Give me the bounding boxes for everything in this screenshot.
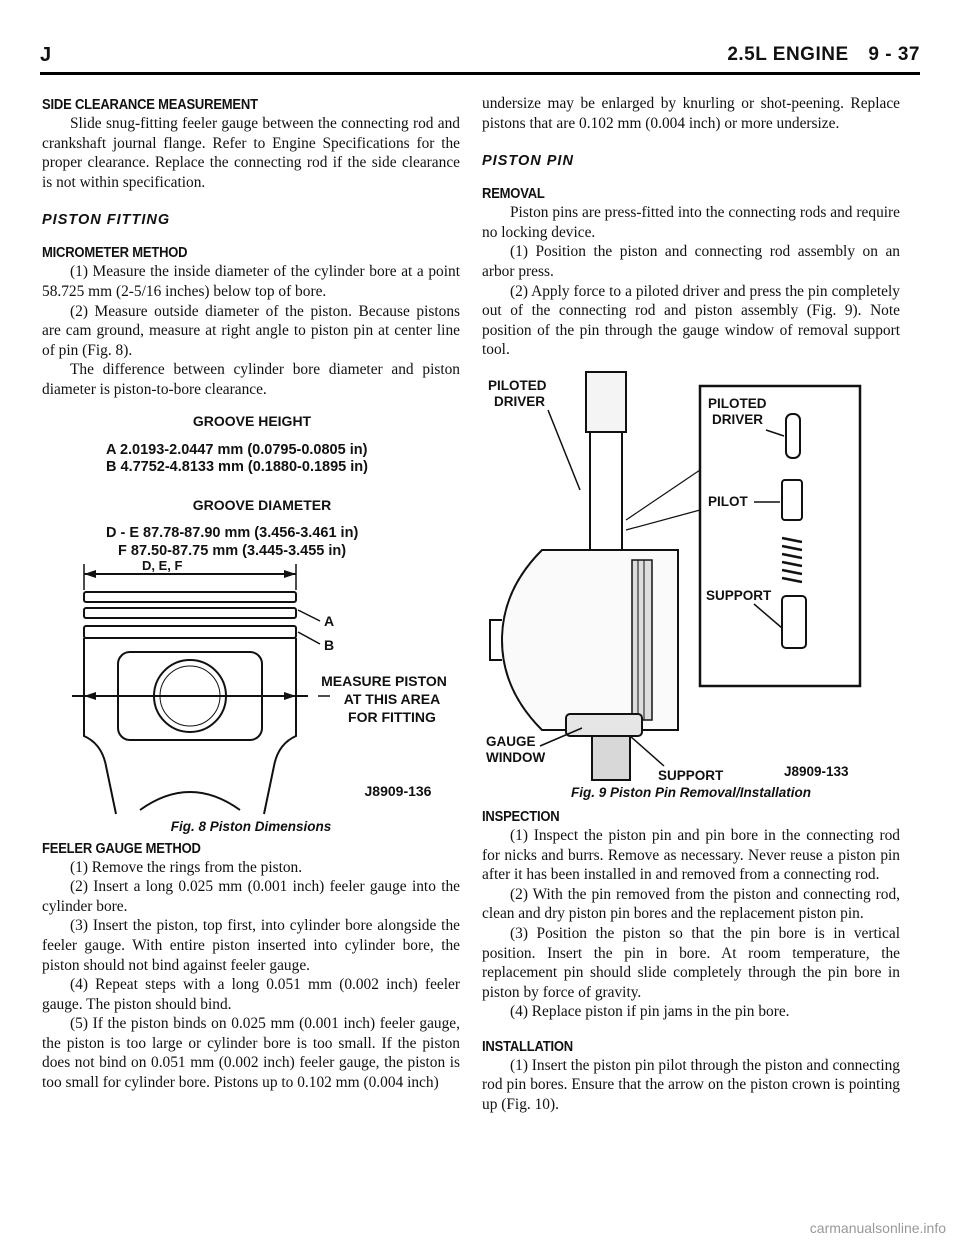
fig8-label-b: B xyxy=(324,636,335,653)
feeler-step-2: (2) Insert a long 0.025 mm (0.001 inch) feeler gauge into the cylinder bore. xyxy=(42,878,460,915)
fig9-inset-piloted-line-1: PILOTED xyxy=(708,395,767,411)
fig8-label-a: A xyxy=(324,612,335,629)
fig8-row-a: A 2.0193-2.0447 mm (0.0795-0.0805 in) xyxy=(106,441,368,458)
inspection-heading: INSPECTION xyxy=(482,807,560,825)
piston-fitting-heading: PISTON FITTING xyxy=(42,212,171,229)
right-column xyxy=(482,94,900,1115)
removal-text-0: Piston pins are press-fitted into the connecting rods and require no locking device. xyxy=(482,204,900,241)
feeler-step-4: (4) Repeat steps with a long 0.051 mm (0.002 inch) feeler gauge. The piston should bind. xyxy=(42,976,460,1013)
figure-9-piston-pin-removal xyxy=(482,370,900,806)
figure-8-piston-dimensions xyxy=(42,413,460,834)
watermark: carmanualsonline.info xyxy=(809,1220,946,1236)
fig9-piston-rings xyxy=(632,560,652,720)
micrometer-heading: MICROMETER METHOD xyxy=(42,243,188,261)
fig9-piloted-driver-line-1: PILOTED xyxy=(488,377,547,393)
fig9-rod-stub xyxy=(490,620,502,660)
fig8-row-f: F 87.50-87.75 mm (3.445-3.455 in) xyxy=(118,542,347,559)
removal-step-2: (2) Apply force to a piloted driver and press the pin completely out of the connecting rod and piston assembly (Fig. 9). Note position of the pin through the gauge window of removal support tool. xyxy=(482,282,900,359)
feeler-heading: FEELER GAUGE METHOD xyxy=(42,838,201,856)
piston-pin-removal-diagram xyxy=(482,370,900,782)
fig8-groove-height-title: GROOVE HEIGHT xyxy=(192,413,312,429)
fig9-inset-pilot xyxy=(782,480,802,520)
fig9-piloted-driver-line-2: DRIVER xyxy=(494,393,546,409)
inspection-step-1: (1) Inspect the piston pin and pin bore in the connecting rod for nicks and burrs. Remove as necessary. Never reuse a piston pin after it has been installed in and removed from a connecting rod. xyxy=(482,826,900,884)
fig9-gauge-line-2: WINDOW xyxy=(486,749,546,765)
left-column xyxy=(42,94,460,1093)
fig9-support-column xyxy=(592,736,630,780)
fig9-support-bottom-label: SUPPORT xyxy=(658,767,724,782)
page-header xyxy=(40,44,920,75)
fig9-inset-driver xyxy=(786,414,800,458)
fig8-ring-land-2 xyxy=(84,608,296,618)
side-clearance-text: Slide snug-fitting feeler gauge between the connecting rod and crankshaft journal flange. Refer to Engine Specifications for the proper clearance. Replace the connecting rod if the side clearance is not within specification. xyxy=(42,115,460,191)
fig9-inset-support xyxy=(782,596,806,648)
fig8-label-def: D, E, F xyxy=(142,557,183,573)
feeler-step-5: (5) If the piston binds on 0.025 mm (0.001 inch) feeler gauge, the piston is too large or cylinder bore is too small. If the piston does not bind on 0.051 mm (0.002 inch) feeler gauge, the piston is too small for cylinder bore. Pistons up to 0.102 mm (0.004 inch) xyxy=(42,1015,460,1092)
micrometer-step-3: The difference between cylinder bore diameter and piston diameter is piston-to-bore clearance. xyxy=(42,361,460,398)
fig9-inset-spring xyxy=(782,538,802,582)
removal-step-1: (1) Position the piston and connecting rod assembly on an arbor press. xyxy=(482,243,900,280)
fig8-ring-land-3 xyxy=(84,626,296,638)
fig8-measure-line-1: MEASURE PISTON xyxy=(321,672,447,689)
header-page-number: 9 - 37 xyxy=(868,44,920,65)
feeler-step-1: (1) Remove the rings from the piston. xyxy=(70,858,303,876)
installation-heading: INSTALLATION xyxy=(482,1037,573,1055)
fig9-caption: Fig. 9 Piston Pin Removal/Installation xyxy=(570,784,812,800)
feeler-step-3: (3) Insert the piston, top first, into cylinder bore alongside the feeler gauge. With entire piston inserted into cylinder bore, the piston should not bind against feeler gauge. xyxy=(42,917,460,974)
header-title: 2.5L ENGINE xyxy=(727,44,849,65)
fig9-press-ram xyxy=(586,372,626,432)
continued-text: undersize may be enlarged by knurling or shot-peening. Replace pistons that are 0.102 mm (0.004 inch) or more undersize. xyxy=(482,95,900,132)
fig8-row-de: D - E 87.78-87.90 mm (3.456-3.461 in) xyxy=(106,524,359,541)
fig8-measure-line-3: FOR FITTING xyxy=(348,708,436,725)
fig9-driver-shaft xyxy=(590,432,622,550)
fig9-inset-box xyxy=(700,386,860,686)
fig8-groove-diameter-title: GROOVE DIAMETER xyxy=(192,496,332,513)
fig9-support-inset-label: SUPPORT xyxy=(706,587,772,603)
inspection-step-2: (2) With the pin removed from the piston and connecting rod, clean and dry piston pin bores and the replacement piston pin. xyxy=(482,885,900,923)
fig9-code: J8909-133 xyxy=(784,763,849,779)
inspection-step-3: (3) Position the piston so that the pin bore is in vertical position. Insert the pin in bore. At room temperature, the replacement pin should slide completely through the pin bore in piston by force of gravity. xyxy=(482,924,900,1001)
fig8-row-b: B 4.7752-4.8133 mm (0.1880-0.1895 in) xyxy=(106,458,368,475)
piston-pin-heading: PISTON PIN xyxy=(482,153,574,170)
fig8-measure-line-2: AT THIS AREA xyxy=(343,690,441,707)
fig9-pilot-label: PILOT xyxy=(708,493,748,509)
fig8-ring-land-1 xyxy=(84,592,296,602)
micrometer-step-2: (2) Measure outside diameter of the piston. Because pistons are cam ground, measure at right angle to piston pin at center line of pin (Fig. 8). xyxy=(42,302,460,359)
header-letter: J xyxy=(40,44,52,66)
installation-step-1: (1) Insert the piston pin pilot through the piston and connecting rod pin bores. Ensure that the arrow on the piston crown is pointing up (Fig. 10). xyxy=(482,1056,900,1114)
fig9-gauge-line-1: GAUGE xyxy=(486,733,536,749)
fig9-support-base xyxy=(566,714,642,736)
header-right xyxy=(713,44,920,66)
piston-dimensions-diagram xyxy=(42,414,460,824)
fig8-code: J8909-136 xyxy=(364,782,432,799)
fig8-skirt-cutout xyxy=(140,792,240,810)
fig8-caption: Fig. 8 Piston Dimensions xyxy=(170,818,332,834)
micrometer-step-1: (1) Measure the inside diameter of the cylinder bore at a point 58.725 mm (2-5/16 inches) below top of bore. xyxy=(42,263,460,300)
removal-heading: REMOVAL xyxy=(482,184,545,202)
fig9-inset-piloted-line-2: DRIVER xyxy=(712,411,764,427)
side-clearance-heading: SIDE CLEARANCE MEASUREMENT xyxy=(42,95,258,113)
inspection-step-4: (4) Replace piston if pin jams in the pin bore. xyxy=(510,1003,790,1021)
